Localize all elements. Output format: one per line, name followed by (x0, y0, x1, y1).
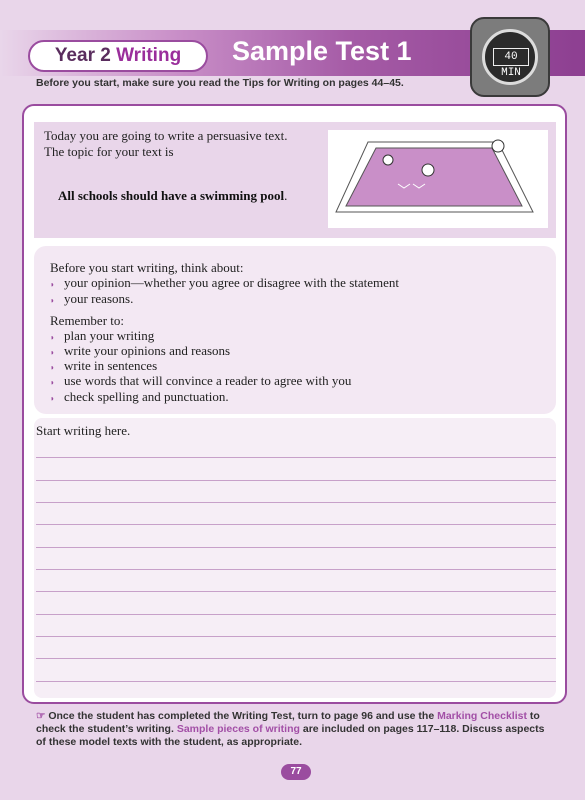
writing-line (36, 636, 556, 637)
child-on-edge (492, 140, 504, 152)
writing-line (36, 524, 556, 525)
timer-label: 40 MIN (493, 48, 529, 66)
start-writing-label: Start writing here. (36, 423, 131, 438)
remember-item: ◗ check spelling and punctuation. (50, 389, 229, 404)
think-item: ◗ your opinion—whether you agree or disagree with the statement (50, 275, 400, 290)
writing-line (36, 658, 556, 659)
bullet-icon: ◗ (50, 362, 55, 372)
marking-checklist-link: Marking Checklist (437, 710, 527, 722)
pill-year: Year 2 (54, 45, 111, 66)
pill-subject: Writing (116, 45, 182, 66)
swimmer-head-1 (422, 164, 434, 176)
intro-line-2: The topic for your text is (44, 144, 174, 159)
bullet-icon: ◗ (50, 332, 55, 342)
swimmer-head-2 (383, 155, 393, 165)
bullet-icon: ◗ (50, 295, 55, 305)
remember-item: ◗ write in sentences (50, 358, 158, 373)
topic-statement (58, 188, 287, 204)
intro-text (44, 128, 288, 160)
writing-line (36, 681, 556, 682)
page-number: 77 (281, 764, 311, 780)
writing-line (36, 614, 556, 615)
intro-line-1: Today you are going to write a persuasive text. (44, 128, 288, 143)
swimming-pool-illustration (328, 130, 548, 228)
writing-line (36, 480, 556, 481)
remember-item: ◗ use words that will convince a reader to agree with you (50, 373, 352, 388)
writing-line (36, 591, 556, 592)
stopwatch-face (482, 29, 538, 85)
teacher-note: ☞ Once the student has completed the Writing Test, turn to page 96 and use the Marking Checklist to check the student’s writing. Sample pieces of writing are included on pages 117–118. Discuss aspects of these model texts with the student, as appropriate. (36, 710, 545, 748)
pool-water (346, 148, 522, 206)
topic-text: All schools should have a swimming pool (58, 188, 285, 203)
writing-line (36, 502, 556, 503)
writing-area[interactable] (34, 418, 556, 698)
think-item: ◗ your reasons. (50, 291, 134, 306)
bullet-icon: ◗ (50, 393, 55, 403)
topic-period: . (284, 188, 288, 203)
pointing-hand-icon: ☞ (36, 710, 46, 722)
remember-item: ◗ plan your writing (50, 328, 155, 343)
stopwatch-icon (470, 17, 550, 97)
think-heading: Before you start writing, think about: (50, 260, 244, 275)
bullet-icon: ◗ (50, 347, 55, 357)
section-pill (28, 40, 208, 72)
remember-item: ◗ write your opinions and reasons (50, 343, 231, 358)
remember-heading: Remember to: (50, 313, 125, 328)
bullet-icon: ◗ (50, 279, 55, 289)
sample-writing-link: Sample pieces of writing (176, 723, 300, 735)
writing-line (36, 569, 556, 570)
page-title: Sample Test 1 (232, 36, 412, 66)
writing-line (36, 457, 556, 458)
bullet-icon: ◗ (50, 377, 55, 387)
instruction-line: Before you start, make sure you read the Tips for Writing on pages 44–45. (36, 77, 404, 89)
writing-line (36, 547, 556, 548)
